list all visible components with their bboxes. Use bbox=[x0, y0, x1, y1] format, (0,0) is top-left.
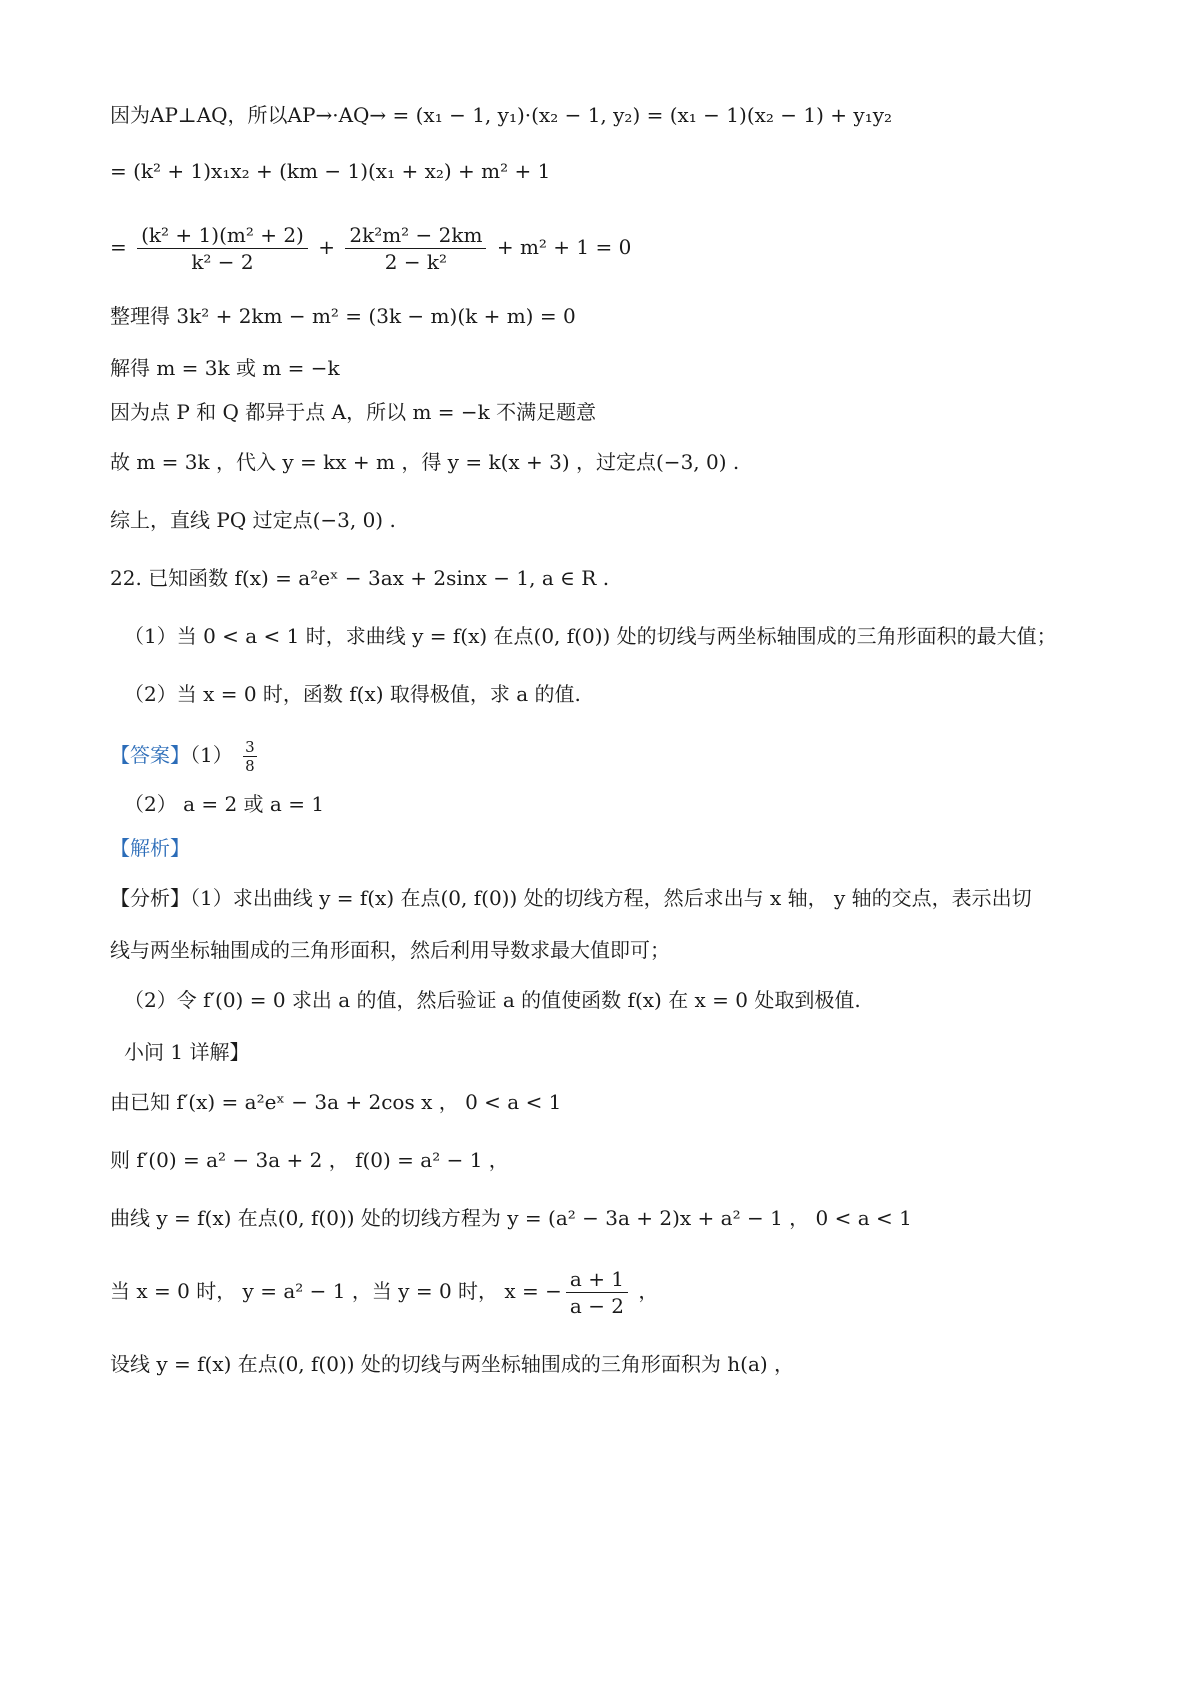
values-at-zero-line: 则 f′(0) = a² − 3a + 2 ， f(0) = a² − 1 ， bbox=[110, 1148, 509, 1172]
plus-sign: + bbox=[318, 235, 335, 259]
fraction-1-denominator: k² − 2 bbox=[191, 250, 254, 274]
analysis-heading: 【解析】 bbox=[110, 836, 190, 860]
analysis-line-2: 线与两坐标轴围成的三角形面积，然后利用导数求最大值即可； bbox=[110, 938, 670, 962]
answer-line-1 bbox=[110, 738, 261, 775]
line-reject-solution: 因为点 P 和 Q 都异于点 A，所以 m = −k 不满足题意 bbox=[110, 400, 597, 424]
intercepts-line bbox=[110, 1266, 658, 1319]
intercepts-suffix: ， bbox=[632, 1279, 659, 1303]
fraction-2-numerator: 2k²m² − 2km bbox=[345, 222, 486, 249]
intercept-fraction bbox=[566, 1266, 628, 1319]
line-solutions: 解得 m = 3k 或 m = −k bbox=[110, 356, 340, 380]
intercept-fraction-numerator: a + 1 bbox=[566, 1266, 628, 1293]
derivative-line: 由已知 f′(x) = a²eˣ − 3a + 2cos x ， 0 < a < 1 bbox=[110, 1090, 562, 1114]
line-conclusion: 综上，直线 PQ 过定点(−3, 0) . bbox=[110, 508, 396, 532]
intercept-fraction-denominator: a − 2 bbox=[569, 1294, 625, 1318]
answer-part-1-label: （1） bbox=[190, 743, 233, 767]
tangent-equation-line: 曲线 y = f(x) 在点(0, f(0)) 处的切线方程为 y = (a² − 3a + 2)x + a² − 1 ， 0 < a < 1 bbox=[110, 1206, 912, 1230]
analysis-line-1: 【分析】（1）求出曲线 y = f(x) 在点(0, f(0)) 处的切线方程，然后求出与 x 轴， y 轴的交点，表示出切 bbox=[110, 886, 1032, 910]
intercepts-prefix: 当 x = 0 时， y = a² − 1 ，当 y = 0 时， x = − bbox=[110, 1279, 562, 1303]
answer-fraction-denominator: 8 bbox=[245, 757, 255, 775]
fraction-2-denominator: 2 − k² bbox=[384, 250, 448, 274]
answer-label: 【答案】 bbox=[110, 743, 190, 767]
problem-22-part-1: （1）当 0 < a < 1 时，求曲线 y = f(x) 在点(0, f(0)) 处的切线与两坐标轴围成的三角形面积的最大值； bbox=[124, 624, 1057, 648]
line-fixed-point: 故 m = 3k ，代入 y = kx + m ，得 y = k(x + 3) ，过定点(−3, 0) . bbox=[110, 450, 740, 474]
answer-fraction bbox=[243, 738, 257, 775]
subquestion-1-heading: 小问 1 详解】 bbox=[124, 1040, 250, 1064]
answer-fraction-numerator: 3 bbox=[245, 738, 255, 756]
problem-22-statement: 22. 已知函数 f(x) = a²eˣ − 3ax + 2sinx − 1, a ∈ R . bbox=[110, 566, 610, 590]
fraction-2 bbox=[345, 222, 486, 275]
problem-22-part-2: （2）当 x = 0 时，函数 f(x) 取得极值，求 a 的值. bbox=[124, 682, 581, 706]
line-perpendicular-dot-product: 因为AP⊥AQ，所以AP→·AQ→ = (x₁ − 1, y₁)·(x₂ − 1, y₂) = (x₁ − 1)(x₂ − 1) + y₁y₂ bbox=[110, 103, 893, 127]
equation-suffix: + m² + 1 = 0 bbox=[496, 235, 632, 259]
fraction-1 bbox=[137, 222, 308, 275]
answer-line-2: （2） a = 2 或 a = 1 bbox=[124, 792, 325, 816]
analysis-line-3: （2）令 f′(0) = 0 求出 a 的值，然后验证 a 的值使函数 f(x) 在 x = 0 处取到极值. bbox=[124, 988, 861, 1012]
fraction-1-numerator: (k² + 1)(m² + 2) bbox=[137, 222, 308, 249]
line-fraction-equation bbox=[110, 222, 631, 275]
equals-sign: = bbox=[110, 235, 127, 259]
area-definition-line: 设线 y = f(x) 在点(0, f(0)) 处的切线与两坐标轴围成的三角形面积为 h(a) ， bbox=[110, 1352, 795, 1376]
line-expansion: = (k² + 1)x₁x₂ + (km − 1)(x₁ + x₂) + m² + 1 bbox=[110, 159, 551, 183]
line-factorization: 整理得 3k² + 2km − m² = (3k − m)(k + m) = 0 bbox=[110, 304, 576, 328]
